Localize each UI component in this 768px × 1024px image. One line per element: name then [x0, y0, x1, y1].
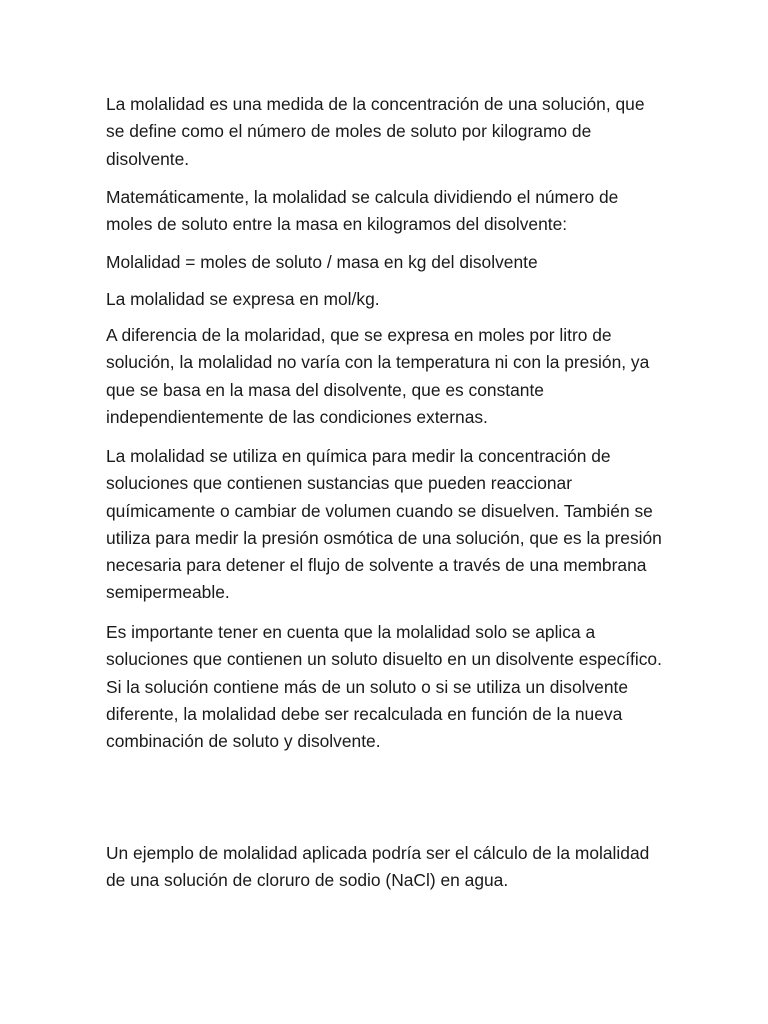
paragraph-formula: Molalidad = moles de soluto / masa en kg del disolvente [106, 252, 538, 272]
paragraph-uses: La molalidad se utiliza en química para medir la concentración de soluciones que contienen sustancias que pueden reaccionar químicamente o cambiar de volumen cuando se disuelven. También se utiliza para medir la presión osmótica de una solución, que es la presión necesaria para detener el flujo de solvente a través de una membrana semipermeable. [106, 446, 662, 603]
paragraph-molarity-comparison: A diferencia de la molaridad, que se expresa en moles por litro de solución, la molalidad no varía con la temperatura ni con la presión, ya que se basa en la masa del disolvente, que es constante independientemente de las condiciones externas. [106, 325, 650, 427]
paragraph-example: Un ejemplo de molalidad aplicada podría ser el cálculo de la molalidad de una solución de cloruro de sodio (NaCl) en agua. [106, 843, 650, 891]
paragraph-considerations: Es importante tener en cuenta que la molalidad solo se aplica a soluciones que contienen un soluto disuelto en un disolvente específico. Si la solución contiene más de un soluto o si se utiliza un disolvente diferente, la molalidad debe ser recalculada en función de la nueva combinación de soluto y disolvente. [106, 622, 662, 752]
paragraph-units: La molalidad se expresa en mol/kg. [106, 289, 380, 309]
paragraph-calculation: Matemáticamente, la molalidad se calcula dividiendo el número de moles de soluto entre la masa en kilogramos del disolvente: [106, 187, 619, 235]
paragraph-definition: La molalidad es una medida de la concentración de una solución, que se define como el número de moles de soluto por kilogramo de disolvente. [106, 94, 645, 169]
